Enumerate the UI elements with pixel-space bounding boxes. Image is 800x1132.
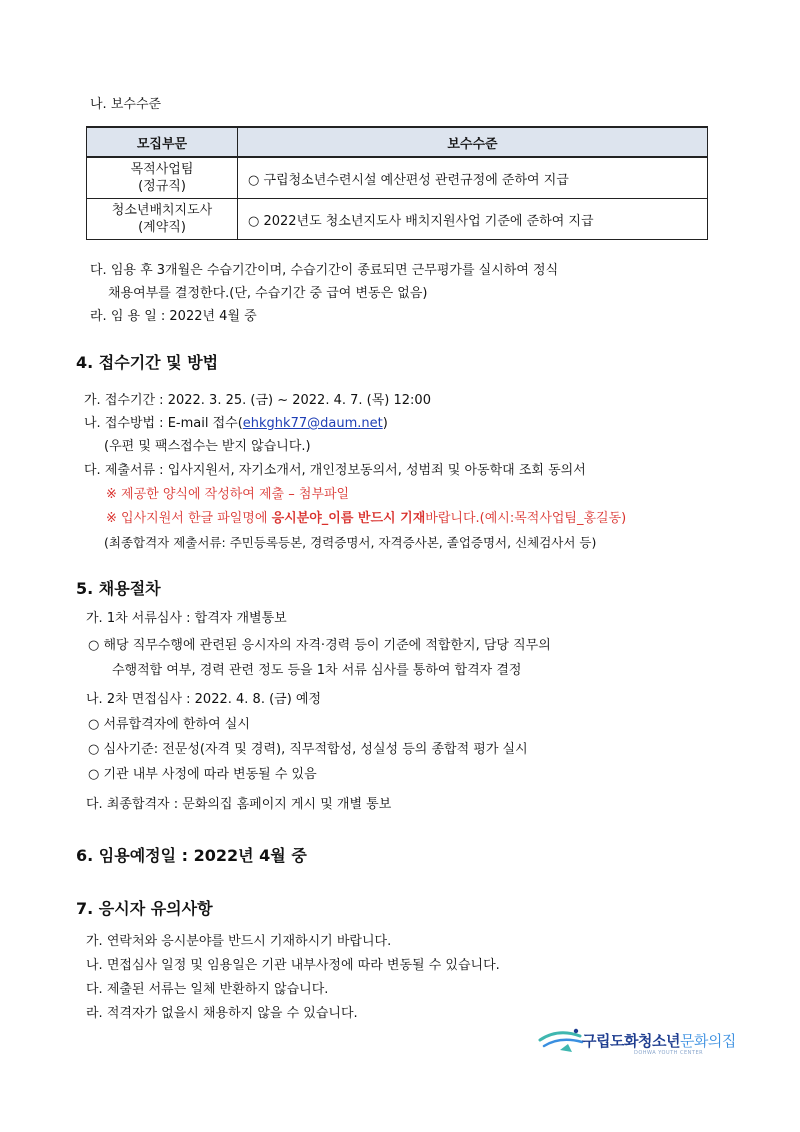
section-4-title: 4. 접수기간 및 방법 <box>76 353 219 372</box>
recruit-field-name: 목적사업팀 <box>130 162 194 177</box>
center-logo <box>538 1022 736 1058</box>
pay-label: 나. 보수수준 <box>90 97 162 112</box>
final-documents: (최종합격자 제출서류: 주민등록등본, 경력증명서, 자격증사본, 졸업증명서, 신체검사서 등) <box>104 535 597 550</box>
pay-level-cell: ○ 구립청소년수련시설 예산편성 관련규정에 준하여 지급 <box>238 157 708 199</box>
step-2-bullet-2: ○ 심사기준: 전문성(자격 및 경력), 직무적합성, 성실성 등의 종합적 평가 실시 <box>88 742 528 757</box>
method-suffix: ) <box>382 416 388 431</box>
application-period: 가. 접수기간 : 2022. 3. 25. (금) ~ 2022. 4. 7. (목) 12:00 <box>84 393 431 408</box>
recruit-field-name: 청소년배치지도사 <box>111 203 213 218</box>
filename-note-a: ※ 입사지원서 한글 파일명에 <box>106 511 272 526</box>
employment-type: (정규직) <box>138 179 186 194</box>
notice-item-3: 다. 제출된 서류는 일체 반환하지 않습니다. <box>86 982 329 997</box>
step-3: 다. 최종합격자 : 문화의집 홈페이지 게시 및 개별 통보 <box>86 797 392 812</box>
step-1-bullet-2: 수행적합 여부, 경력 관련 정도 등을 1차 서류 심사를 통하여 합격자 결정 <box>112 663 522 678</box>
filename-note-c: 바랍니다.(예시:목적사업팀_홍길동) <box>425 511 627 526</box>
section-6-title: 6. 임용예정일 : 2022년 4월 중 <box>76 846 307 865</box>
probation-line-2: 채용여부를 결정한다.(단, 수습기간 중 급여 변동은 없음) <box>108 286 428 301</box>
step-2-bullet-3: ○ 기관 내부 사정에 따라 변동될 수 있음 <box>88 767 317 782</box>
filename-note <box>106 510 626 528</box>
logo-name-main: 구립도화청소년 <box>582 1032 680 1050</box>
section-7-title: 7. 응시자 유의사항 <box>76 899 213 918</box>
pay-level-cell: ○ 2022년도 청소년지도사 배치지원사업 기준에 준하여 지급 <box>238 199 708 240</box>
employment-type: (계약직) <box>138 220 186 235</box>
method-prefix: 나. 접수방법 : E-mail 접수( <box>84 416 243 431</box>
application-method <box>84 415 388 433</box>
filename-note-emphasis: 응시분야_이름 반드시 기재 <box>271 511 426 526</box>
email-link[interactable]: ehkghk77@daum.net <box>242 416 383 431</box>
notice-item-1: 가. 연락처와 응시분야를 반드시 기재하시기 바랍니다. <box>86 934 392 949</box>
recruit-field-cell <box>87 199 238 240</box>
logo-name <box>582 1030 736 1051</box>
notice-item-2: 나. 면접심사 일정 및 임용일은 기관 내부사정에 따라 변동될 수 있습니다. <box>86 958 500 973</box>
logo-name-accent: 문화의집 <box>679 1032 736 1050</box>
section-5-title: 5. 채용절차 <box>76 579 161 598</box>
logo-subtitle: DOHWA YOUTH CENTER <box>634 1050 704 1056</box>
no-fax-note: (우편 및 팩스접수는 받지 않습니다.) <box>104 439 311 454</box>
table-row <box>87 157 708 199</box>
recruit-field-cell <box>87 157 238 199</box>
required-documents: 다. 제출서류 : 입사지원서, 자기소개서, 개인정보동의서, 성범죄 및 아동학대 조회 동의서 <box>84 463 586 478</box>
header-recruit-field: 모집부문 <box>87 127 238 157</box>
notice-item-4: 라. 적격자가 없을시 채용하지 않을 수 있습니다. <box>86 1006 358 1021</box>
table-row <box>87 199 708 240</box>
step-2-bullet-1: ○ 서류합격자에 한하여 실시 <box>88 717 250 732</box>
step-2: 나. 2차 면접심사 : 2022. 4. 8. (금) 예정 <box>86 692 322 707</box>
step-1: 가. 1차 서류심사 : 합격자 개별통보 <box>86 611 287 626</box>
step-1-bullet-1: ○ 해당 직무수행에 관련된 응시자의 자격·경력 등이 기준에 적합한지, 담당 직무의 <box>88 638 551 653</box>
pay-table <box>86 126 708 240</box>
form-note: ※ 제공한 양식에 작성하여 제출 – 첨부파일 <box>106 487 350 502</box>
header-pay-level: 보수수준 <box>238 127 708 157</box>
probation-line-1: 다. 임용 후 3개월은 수습기간이며, 수습기간이 종료되면 근무평가를 실시하여 정식 <box>90 263 559 278</box>
appointment-date: 라. 임 용 일 : 2022년 4월 중 <box>90 309 257 324</box>
pay-table-header <box>87 127 708 157</box>
